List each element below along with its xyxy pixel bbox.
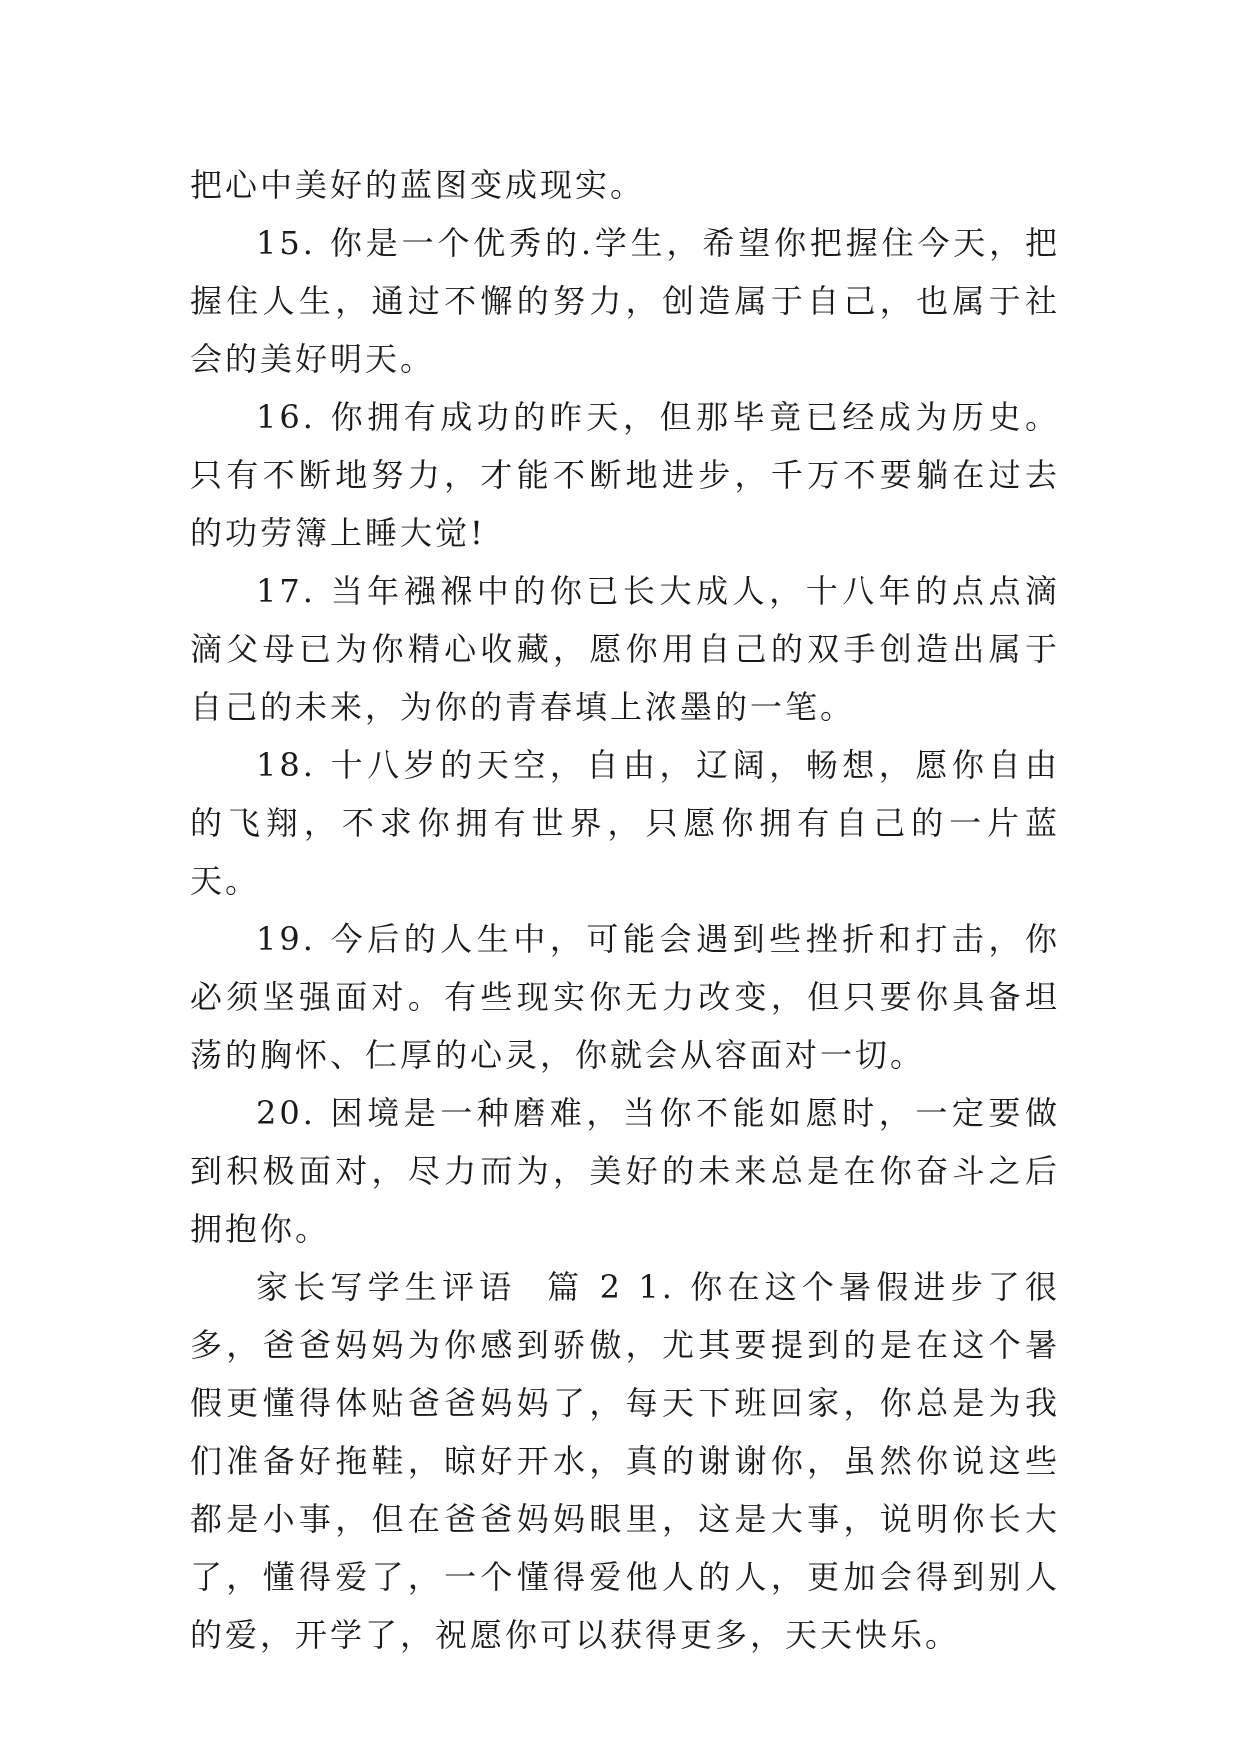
paragraph-item-15: 15. 你是一个优秀的.学生，希望你把握住今天，把握住人生，通过不懈的努力，创造属于自己，也属于社会的美好明天。 (190, 224, 1060, 378)
document-body (190, 156, 1060, 1664)
section-paragraph (190, 1258, 1060, 1664)
paragraph-item-16: 16. 你拥有成功的昨天，但那毕竟已经成为历史。只有不断地努力，才能不断地进步，千万不要躺在过去的功劳簿上睡大觉! (190, 398, 1060, 552)
paragraph-item-18: 18. 十八岁的天空，自由，辽阔，畅想，愿你自由的飞翔，不求你拥有世界，只愿你拥有自己的一片蓝天。 (190, 746, 1060, 900)
paragraph-item-19: 19. 今后的人生中，可能会遇到些挫折和打击，你必须坚强面对。有些现实你无力改变，但只要你具备坦荡的胸怀、仁厚的心灵，你就会从容面对一切。 (190, 920, 1060, 1074)
section-item-1: 1. 你在这个暑假进步了很多，爸爸妈妈为你感到骄傲，尤其要提到的是在这个暑假更懂得体贴爸爸妈妈了，每天下班回家，你总是为我们准备好拖鞋，晾好开水，真的谢谢你，虽然你说这些都是小事，但在爸爸妈妈眼里，这是大事，说明你长大了，懂得爱了，一个懂得爱他人的人，更加会得到别人的爱，开学了，祝愿你可以获得更多，天天快乐。 (190, 1268, 1060, 1654)
paragraph-continuation: 把心中美好的蓝图变成现实。 (190, 166, 646, 204)
section-title: 家长写学生评语 篇 2 (256, 1268, 623, 1306)
paragraph-item-20: 20. 困境是一种磨难，当你不能如愿时，一定要做到积极面对，尽力而为，美好的未来总是在你奋斗之后拥抱你。 (190, 1094, 1060, 1248)
section-gap (623, 1268, 638, 1306)
paragraph-item-17: 17. 当年襁褓中的你已长大成人，十八年的点点滴滴父母已为你精心收藏，愿你用自己的双手创造出属于自己的未来，为你的青春填上浓墨的一笔。 (190, 572, 1060, 726)
